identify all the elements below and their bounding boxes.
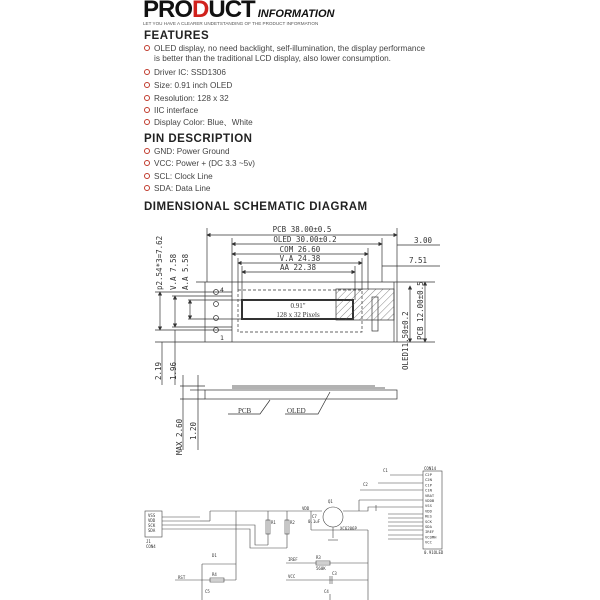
dim-2-19: 2.19 bbox=[154, 361, 163, 380]
net-vcc-label: VCC bbox=[288, 574, 296, 579]
r3-value: 560K bbox=[316, 566, 326, 571]
oled-pin-label: VCOMH bbox=[425, 534, 437, 540]
c4-label: C4 bbox=[324, 589, 329, 594]
q1-label: Q1 bbox=[328, 499, 333, 504]
c1-label: C1 bbox=[383, 468, 388, 473]
left-pin-label: SCK bbox=[148, 523, 156, 528]
net-iref-label: IREF bbox=[288, 557, 298, 562]
dim-aa-height: A.A 5.58 bbox=[181, 253, 190, 290]
q1-part-label: XC6206P bbox=[340, 526, 357, 531]
oled-pin-label: C1P bbox=[425, 482, 432, 488]
screen-size-text: 0.91" bbox=[290, 302, 306, 310]
dim-1-20: 1.20 bbox=[189, 421, 198, 440]
features-heading: FEATURES bbox=[144, 30, 210, 42]
pin-item: VCC: Power + (DC 3.3 ~5v) bbox=[144, 159, 255, 169]
c7-value: 0.1uF bbox=[308, 519, 321, 524]
oled-pin-label: VDD bbox=[425, 508, 432, 514]
oled-pin-label: VCC bbox=[425, 539, 432, 545]
r4-label: R4 bbox=[212, 572, 217, 577]
dim-oled-width: OLED 30.00±0.2 bbox=[273, 235, 337, 244]
dim-com: COM 26.60 bbox=[279, 245, 321, 254]
pin-description-heading: PIN DESCRIPTION bbox=[144, 133, 253, 145]
dim-pcb-height: PCB 12.00±0.5 bbox=[416, 281, 425, 340]
dim-va: V.A 24.38 bbox=[279, 254, 321, 263]
c7-label: C7 bbox=[312, 514, 317, 519]
oled-pin-label: IREF bbox=[425, 529, 435, 535]
oled-connector-name: 0.91OLED bbox=[424, 550, 444, 555]
c5-label: C5 bbox=[205, 589, 210, 594]
oled-pin-label: C2N bbox=[425, 477, 432, 483]
feature-item: Resolution: 128 x 32 bbox=[144, 94, 229, 104]
left-pin-label: VSS bbox=[148, 513, 156, 518]
brand-logo: PRODUCT bbox=[143, 0, 255, 23]
dim-va-height: V.A 7.58 bbox=[169, 253, 178, 290]
r2-label: R2 bbox=[290, 520, 295, 525]
screen-resolution-text: 128 x 32 Pixels bbox=[276, 311, 320, 319]
pin-item: SCL: Clock Line bbox=[144, 172, 213, 182]
net-vdd-label: VDD bbox=[302, 506, 310, 511]
feature-item: Display Color: Blue、White bbox=[144, 118, 253, 128]
r3-label: R3 bbox=[316, 555, 321, 560]
side-pcb-label: PCB bbox=[238, 407, 252, 415]
feature-item: Size: 0.91 inch OLED bbox=[144, 81, 232, 91]
dim-pitch: p2.54*3=7.62 bbox=[155, 235, 164, 290]
oled-connector-ref: CON14 bbox=[424, 466, 437, 471]
pin-item: GND: Power Ground bbox=[144, 147, 230, 157]
left-pin-label: SDA bbox=[148, 528, 156, 533]
left-connector-name: CON4 bbox=[146, 544, 156, 549]
oled-pin-label: SCK bbox=[425, 518, 432, 524]
feature-item: OLED display, no need backlight, self-illumination, the display performance is better than the traditional LCD display, also lower consumption. bbox=[144, 44, 425, 64]
dim-pcb-width: PCB 38.00±0.5 bbox=[272, 225, 332, 234]
c2-label: C2 bbox=[363, 482, 368, 487]
oled-pin-label: VBAT bbox=[425, 492, 435, 498]
oled-pin-label: VDDB bbox=[425, 498, 435, 503]
left-connector-ref: J1 bbox=[146, 539, 151, 544]
dimensional-diagram-heading: DIMENSIONAL SCHEMATIC DIAGRAM bbox=[144, 201, 368, 213]
r1-label: R1 bbox=[271, 520, 276, 525]
net-rst-label: RST bbox=[178, 575, 186, 580]
feature-item: IIC interface bbox=[144, 106, 198, 116]
dim-7-51: 7.51 bbox=[409, 256, 428, 265]
oled-pin-label: SDA bbox=[425, 524, 432, 529]
d1-label: D1 bbox=[212, 553, 217, 558]
pin-1-label: 1 bbox=[220, 334, 224, 342]
dim-aa: AA 22.38 bbox=[279, 263, 317, 272]
dim-max-thickness: MAX 2.60 bbox=[175, 418, 184, 455]
oled-pin-label: C1N bbox=[425, 487, 432, 493]
brand-subtitle: INFORMATION bbox=[257, 8, 335, 20]
oled-pin-label: C2P bbox=[425, 472, 432, 477]
c3-label: C3 bbox=[332, 571, 337, 576]
dim-3-00: 3.00 bbox=[414, 236, 433, 245]
feature-item: Driver IC: SSD1306 bbox=[144, 68, 226, 78]
tagline: LET YOU HAVE A CLEARER UNDETSTANDING OF THE PRODUCT INFORMATION bbox=[143, 21, 319, 26]
pin-4-label: 4 bbox=[220, 286, 224, 294]
side-oled-label: OLED bbox=[287, 407, 306, 415]
oled-pin-label: VSS bbox=[425, 503, 432, 509]
left-pin-label: VDD bbox=[148, 518, 156, 523]
oled-pin-label: RES bbox=[425, 513, 432, 519]
pin-item: SDA: Data Line bbox=[144, 184, 210, 194]
dim-1-96: 1.96 bbox=[169, 361, 178, 380]
dim-oled-height: OLED11.50±0.2 bbox=[401, 311, 410, 370]
